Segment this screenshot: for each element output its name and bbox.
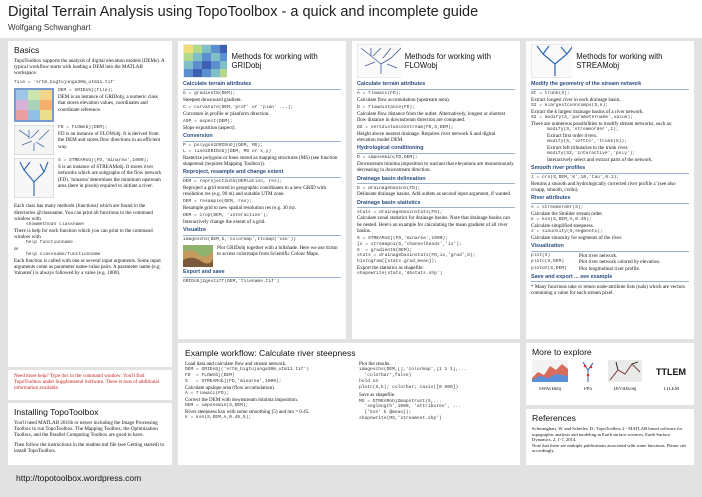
page-title: Digital Terrain Analysis using TopoToolbox - a quick and incomplete guide [8, 4, 479, 20]
s-text: S is an instance of STREAMobj. It stores river networks which are subgraphs of the flow network (FD). 'minarea' determines the minimum upstream area (here in pixels) required to initiate a river. [58, 164, 162, 189]
stream-section-save: Save and export ... see example [531, 273, 613, 280]
explore-item-ttlem: TTLEM [663, 387, 679, 392]
stream-section-smooth: Smooth river profiles [531, 165, 586, 171]
basics-panel [8, 41, 172, 367]
grid-code-resample: DEM = resample(DEM, res); [183, 199, 252, 205]
flow-section-stats: Drainage basin statistics [357, 199, 421, 206]
gridobj-panel [178, 41, 346, 339]
hillshade-thumbnail-icon [183, 245, 213, 267]
grid-section-terrain: Calculate terrain attributes [183, 81, 252, 87]
stream-text-modify: There are numerous possibilities to modify stream networks, such as: [531, 120, 673, 127]
grid-code-export: GRIDobj2geotiff(DEM,'filename.tif') [183, 279, 280, 284]
flow-section-basins: Drainage basin delineation [357, 175, 426, 182]
flowobj-panel [352, 41, 520, 339]
grid-code-aspect: ASP = aspect(DEM); [183, 119, 233, 124]
example-code-save: MS = STREAMobj2mapstruct(S,... 'seglength',1000, 'attributes', ... {'ksn' k @mean}); shapewrite(MS,'streamnet.shp') [359, 398, 461, 421]
stream-text-nals: * Many functions take or return node-attribute lists (nals) which are vectors containing a value for each stream pixel. [531, 283, 686, 297]
stream-code-plotc: plotc(S,DEM) [531, 259, 565, 265]
explore-item-divideobj: DIVIDEobj [613, 387, 637, 392]
example-code-plot: imageschs(DEM,[],'colormap',[1 1 1],... 'colorbar',false) hold on plotc(S,k); colorbar; caxis([0 500]) [359, 367, 467, 390]
example-text-ksn: River steepness ksn with some smoothing (5) and mn = 0.45. [185, 408, 310, 415]
grid-section-export: Export and save [183, 269, 225, 275]
example-code-flowacc: A = flowacc(FD); [185, 390, 230, 396]
grid-text-aspect: Slope exposition (aspect). [183, 124, 236, 131]
grid-text-reproject: Reproject a grid stored in geographic coordinates to a new GRID with resolution res (e.g. 90 m) and suitable UTM zone. [183, 184, 327, 197]
gridobj-heading: Methods for working with GRIDobj [231, 52, 318, 70]
stream-text-plot: Plot river network. [579, 253, 618, 260]
flow-text-flowacc: Calculate flow accumulation (upstream area). [357, 96, 450, 103]
flow-code-flowdistance: D = flowdistance(FD); [357, 105, 415, 110]
explore-item-swathobj: SWATHobj [538, 387, 562, 392]
stream-text-interactive: Interactively select and extract parts of the network. [547, 156, 653, 163]
stream-text-plotc: Plot river network colored by elevation. [579, 259, 661, 266]
dem-thumbnail-icon [14, 88, 54, 122]
stream-text-left-tributaries: Extract left tributaries to the trunk river. [547, 144, 629, 151]
grid-text-gradient: Steepest downward gradient. [183, 96, 242, 103]
grid-code-polygon: P = polygon2GRIDobj(DEM, MS); [183, 143, 263, 148]
flow-text-drainagebasins: Delineate drainage basins. Add outlets as second input argument, if wanted. [357, 191, 512, 198]
flow-code-block: S = STREAMobj(FD,'minarea',1000); [x = streampoi(S,'channelheads','ix'); G = gradient8(DEM); stats = drainagebasinstats(FD,ix,'grad',G); histogram([stats.grad_mean]); [357, 236, 476, 265]
stream-text-streamorder: Calculate the Strahler stream order. [531, 211, 603, 217]
dem-text: DEM is an instance of GRIDobj, a numeric class that stores elevation values, coordinates and coordinate reference. [58, 94, 158, 113]
references-panel [526, 409, 694, 465]
install-text-2: Then follow the instructions in the readme.md file (see Getting started) to install TopoToolbox. [14, 441, 165, 454]
example-heading: Example workflow: Calculate river steepness [185, 348, 356, 358]
swath-profile-icon [532, 360, 568, 382]
explore-heading: More to explore [532, 347, 592, 357]
stream-code-modify: S2 = modify(S,'parametername',value); [531, 115, 633, 120]
flow-grid-icon [14, 125, 54, 155]
flow-code-flowacc: A = flowacc(FD); [357, 91, 402, 96]
ttlem-logo-icon [654, 360, 688, 382]
flow-text-export: Export the statistics as shapefile: [357, 265, 424, 271]
basics-heading: Basics [14, 45, 40, 55]
example-panel [178, 343, 520, 465]
flow-section-terrain: Calculate terrain attributes [357, 81, 426, 87]
streamobj-panel [526, 41, 694, 339]
grid-code-reproject: DEM = reproject2utm(DEMlatlon, res); [183, 179, 283, 184]
references-heading: References [532, 413, 576, 423]
stream-code-ksn: k = ksn(S,DEM,A,0.45); [531, 217, 592, 223]
stream-code-leftto: modify(S,'leftto','trunk(S)); [547, 139, 627, 144]
file-line: file = 'srtm_bigtujunga30m_utm11.tif' [14, 79, 116, 85]
help-code-1: help functionname [26, 240, 73, 246]
stream-section-visualization: Visualization [531, 243, 564, 250]
example-text-imposemin: Correct the DEM with downstream minima imposition. [185, 396, 299, 403]
stream-tree-icon [531, 44, 572, 78]
stream-code-crs: z = crs(S,DEM,'K',10,'tau',0.2); [531, 175, 620, 180]
flow-direction-icon [357, 44, 401, 78]
flow-section-conditioning: Hydrological conditioning [357, 145, 424, 152]
stream-code-streamorder-mod: modify(S,'streamorder',1); [547, 127, 619, 132]
example-code-load: DEM = GRIDobj('srtm_bigtujunga30m_utm11.tif') FD = FLOWobj(DEM) S = STREAMobj(FD,'minarea',1000); [185, 367, 310, 384]
stream-section-attributes: River attributes [531, 195, 571, 202]
svg-text:TTLEM: TTLEM [656, 367, 686, 377]
author: Wolfgang Schwanghart [8, 23, 91, 32]
explore-panel [526, 343, 694, 405]
website-link[interactable]: http://topotoolbox.wordpress.com [16, 473, 142, 483]
grid-section-reproject: Reproject, resample and change extent [183, 169, 284, 175]
methods-text: Each class has many methods (functions) which are found in the directories @classname. You can print all functions to the command window with [14, 203, 153, 222]
basics-intro: TopoToolbox supports the analysis of digital elevation models (DEMs). A typical workflow starts with loading a DEM into the MATLAB workspace. [14, 58, 165, 77]
stream-code-klargest: S2 = klargestconncomps(S,k); [531, 103, 609, 108]
flow-code-shapewrite: shapewrite(stats,'dbstats.shp') [357, 271, 443, 277]
stream-text-ksn: Calculate simplified steepness. [531, 223, 594, 229]
or-text: or [14, 246, 19, 253]
grid-text-rasterize: Rasterize polygons or lines stored as mapping structures (MS) (see function shaperead (requires Mapping Toolbox)). [183, 154, 338, 167]
fd-code: FD = FLOWobj(DEM); [58, 125, 108, 131]
flow-code-basinstats: stats = drainagebasinstats(FD); [357, 209, 443, 215]
streamobj-heading: Methods for working with STREAMobj [576, 52, 663, 70]
grid-code-line: L = line2GRIDobj(DEM, MS or x,y) [183, 148, 272, 154]
stream-network-icon [14, 158, 54, 198]
help-note: Need more help? Type doc in the command window: You'll find TopoToolbox under Supplemental Software. There is tons of additional information available. [14, 373, 160, 392]
s-code: S = STREAMobj(FD,'minarea',1000); [58, 158, 149, 164]
help-note-panel [8, 370, 172, 400]
grid-text-crop: Interactively change the extent of a grid. [183, 219, 266, 225]
help-text: There is help for each function which you can print to the command window with [14, 227, 153, 241]
stream-code-plotdz: plotdz(S,DEM) [531, 265, 567, 271]
install-text-1: You'll need MATLAB 2016b or newer including the Image Processing Toolbox to run TopoToolbox. The Mapping Toolbox, the Optimization Toolbox, and the Parallel Computing Toolbox are good to have. [14, 420, 158, 439]
grid-text-resample: Resample grid to new spatial resolution res (e.g. 30 m). [183, 205, 296, 211]
example-text-plot: Plot the results. [359, 361, 391, 367]
arguments-text: Each function is called with one or several input arguments. Some input arguments come as parameter name-value pairs. A parameter name (e.g. 'minarea') is always followed by a value (e.g. 1000). [14, 258, 161, 277]
flow-code-imposemin: D = imposemin(FD,DEM); [357, 155, 418, 161]
grid-code-imageschs: imageschs(DEM,G,'colormap',ttcmap('vik')) [183, 237, 297, 243]
stream-code-plot: plot(S) [531, 253, 551, 259]
references-note: Note that there are multiple publications associated with some functions. Please cite accordingly. [532, 442, 687, 454]
example-text-load: Load data and calculate flow and stream network. [185, 361, 287, 367]
grid-code-curvature: C = curvature(DEM,'prof' or 'plan' ...); [183, 105, 294, 110]
fd-text: FD is an instance of FLOWobj. It is derived from the DEM and stores flow directions in an efficient way. [58, 131, 161, 150]
example-code-imposemin: DEM = imposemin(S,DEM); [185, 402, 249, 408]
stream-text-klargest: Extract the k largest drainage basins of a river network. [531, 108, 644, 115]
flow-text-basinstats: Calculate zonal statistics for drainage basins. Note that drainage basins can be nested. Here's an example for calculating the mean gradient of all river basins. [357, 215, 510, 234]
stream-text-trunk: Extract longest river in each drainage basin. [531, 96, 621, 103]
flow-text-flowdistance: Calculate flow distance from the outlet. Alternatively, longest or shortest flow distance in downstream direction are computed. [357, 110, 506, 123]
grid-text-imageschs: Plot GRIDobj together with a hillshade. Here we use ttcmn to access colormaps from Scientific Colour Maps. [217, 245, 338, 258]
stream-code-trunk: St = trunk(S); [531, 91, 570, 96]
grid-section-visualize: Visualize [183, 227, 206, 234]
flow-text-vertdistance: Height above nearest drainage. Requires river network S and digital elevation model DEM. [357, 131, 496, 144]
references-text: Schwanghart, W. and Scherler, D.: TopoToolbox 2 - MATLAB based software for topographic analysis and modeling in Earth surface sciences, Earth Surface Dynamics, 2, 1-7, 2014. [532, 426, 683, 443]
stream-section-geometry: Modify the geometry of the stream network [531, 81, 642, 87]
example-text-save: Save as shapefile. [359, 392, 396, 399]
divide-network-icon [608, 360, 642, 382]
grid-code-gradient: G = gradient8(DEM); [183, 91, 236, 96]
install-heading: Installing TopoToolbox [14, 407, 99, 417]
showmethods-code: showmethods classname [26, 222, 84, 228]
explore-item-pps: PPS [583, 387, 592, 392]
stream-code-interactive: modify(S2,'interactive','poly'); [547, 151, 636, 156]
dem-code: DEM = GRIDobj(file); [58, 88, 114, 94]
stream-code-streamorder: s = streamorder(S); [531, 205, 584, 211]
flow-text-imposemin: Downstream minima imposition to warrant that elevations are monotonously decreasing in downstream direction. [357, 161, 514, 174]
flow-code-drainagebasins: D = drainagebasins(FD); [357, 185, 421, 191]
help-code-2: help classname/functionname [26, 252, 101, 258]
pps-points-icon [580, 360, 596, 382]
example-text-flowacc: Calculate upslope area (flow accumulation). [185, 384, 276, 391]
stream-text-crs: Returns a smooth and hydrologically corrected river profile z' (see also crsapp, smooth, crslin). [531, 180, 676, 193]
flow-code-vertdistance: DZ = vertdistance2stream(FD,S,DEM); [357, 125, 454, 131]
example-code-ksn: k = ksn(S,DEM,A,0.45,5); [185, 414, 252, 420]
grid-raster-icon [183, 44, 227, 78]
stream-text-plotdz: Plot longitudinal river profile. [579, 265, 641, 272]
stream-text-first-order: Extract first order rivers. [547, 132, 598, 139]
grid-text-curvature: Curvature in profile or planform direction. [183, 110, 270, 117]
flowobj-heading: Methods for working with FLOWobj [404, 52, 491, 70]
stream-code-sinuosity: z = sinuosity(S,segments); [531, 229, 603, 235]
install-panel [8, 403, 172, 465]
stream-text-sinuosity: Calculate sinuosity for segments of the river. [531, 235, 623, 241]
grid-section-conversion: Conversion [183, 133, 213, 139]
grid-code-crop: DEM = crop(DEM, 'interactive'); [183, 213, 269, 219]
